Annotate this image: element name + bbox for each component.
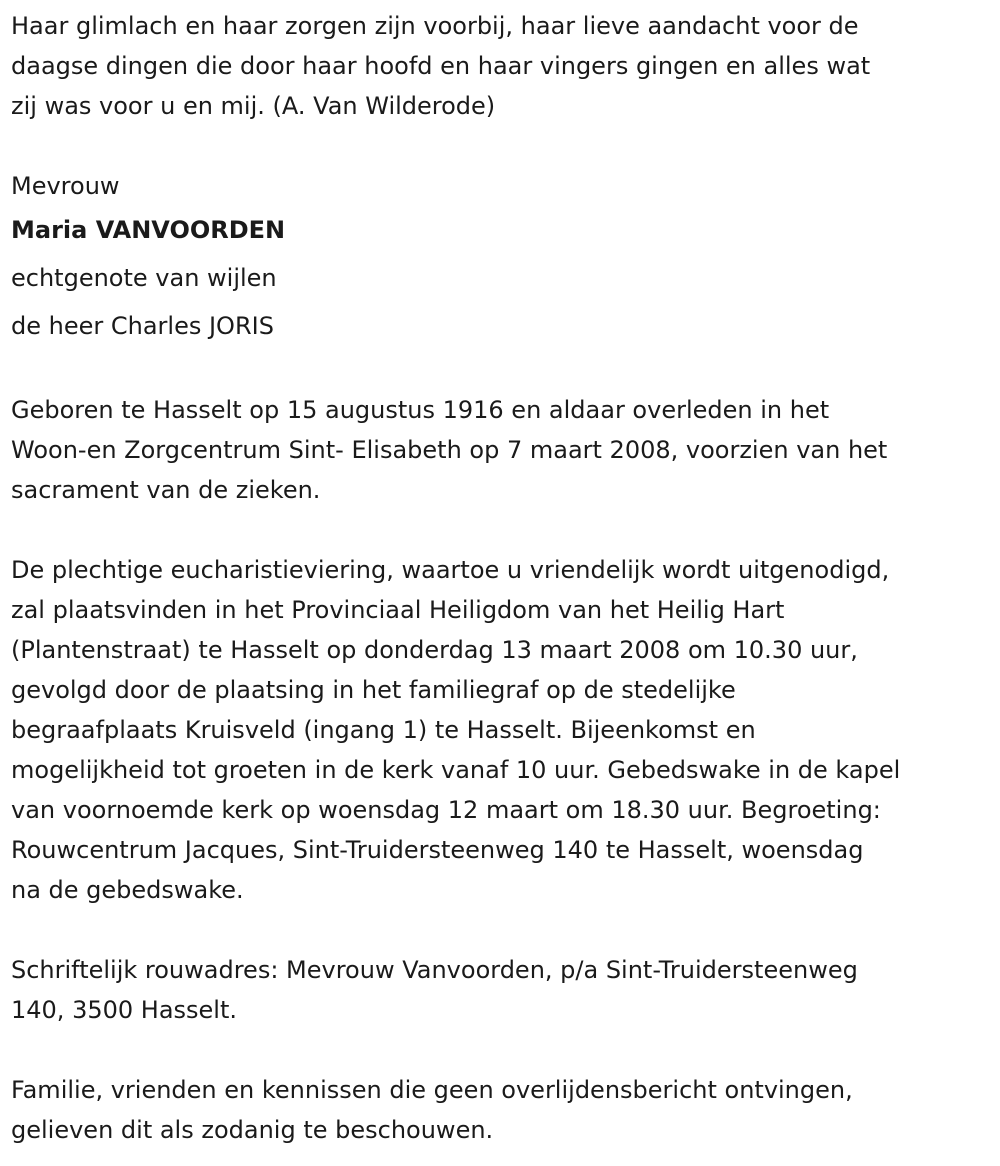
deceased-name: Maria VANVOORDEN bbox=[11, 216, 286, 244]
spacer bbox=[11, 1030, 990, 1070]
spacer bbox=[11, 910, 990, 950]
spacer bbox=[11, 350, 990, 390]
closing-paragraph: Familie, vrienden en kennissen die geen overlijdensbericht ontvingen, gelieven dit als zodanig te beschouwen. bbox=[11, 1076, 853, 1144]
salutation: Mevrouw bbox=[11, 172, 120, 200]
spouse-line-2: de heer Charles JORIS bbox=[11, 312, 274, 340]
mourning-address: Schriftelijk rouwadres: Mevrouw Vanvoorden, p/a Sint-Truidersteenweg 140, 3500 Hasselt. bbox=[11, 956, 858, 1024]
spouse-line-1: echtgenote van wijlen bbox=[11, 264, 277, 292]
ceremony-paragraph: De plechtige eucharistieviering, waartoe u vriendelijk wordt uitgenodigd, zal plaatsvinden in het Provinciaal Heiligdom van het Heilig Hart (Plantenstraat) te Hasselt op donderdag 13 maart 2008 om 10.30 uur, gevolgd door de plaatsing in het familiegraf op de stedelijke begraafplaats Kruisveld (ingang 1) te Hasselt. Bijeenkomst en mogelijkheid tot groeten in de kerk vanaf 10 uur. Gebedswake in de kapel van voornoemde kerk op woensdag 12 maart om 18.30 uur. Begroeting: Rouwcentrum Jacques, Sint-Truidersteenweg 140 te Hasselt, woensdag na de gebedswake. bbox=[11, 556, 901, 904]
spacer bbox=[11, 510, 990, 550]
birth-death-paragraph: Geboren te Hasselt op 15 augustus 1916 en aldaar overleden in het Woon-en Zorgcentrum Sint- Elisabeth op 7 maart 2008, voorzien van het sacrament van de zieken. bbox=[11, 396, 888, 504]
poem-quote: Haar glimlach en haar zorgen zijn voorbij, haar lieve aandacht voor de daagse dingen die door haar hoofd en haar vingers gingen en alles wat zij was voor u en mij. (A. Van Wilderode) bbox=[11, 12, 871, 120]
spacer bbox=[11, 126, 990, 166]
